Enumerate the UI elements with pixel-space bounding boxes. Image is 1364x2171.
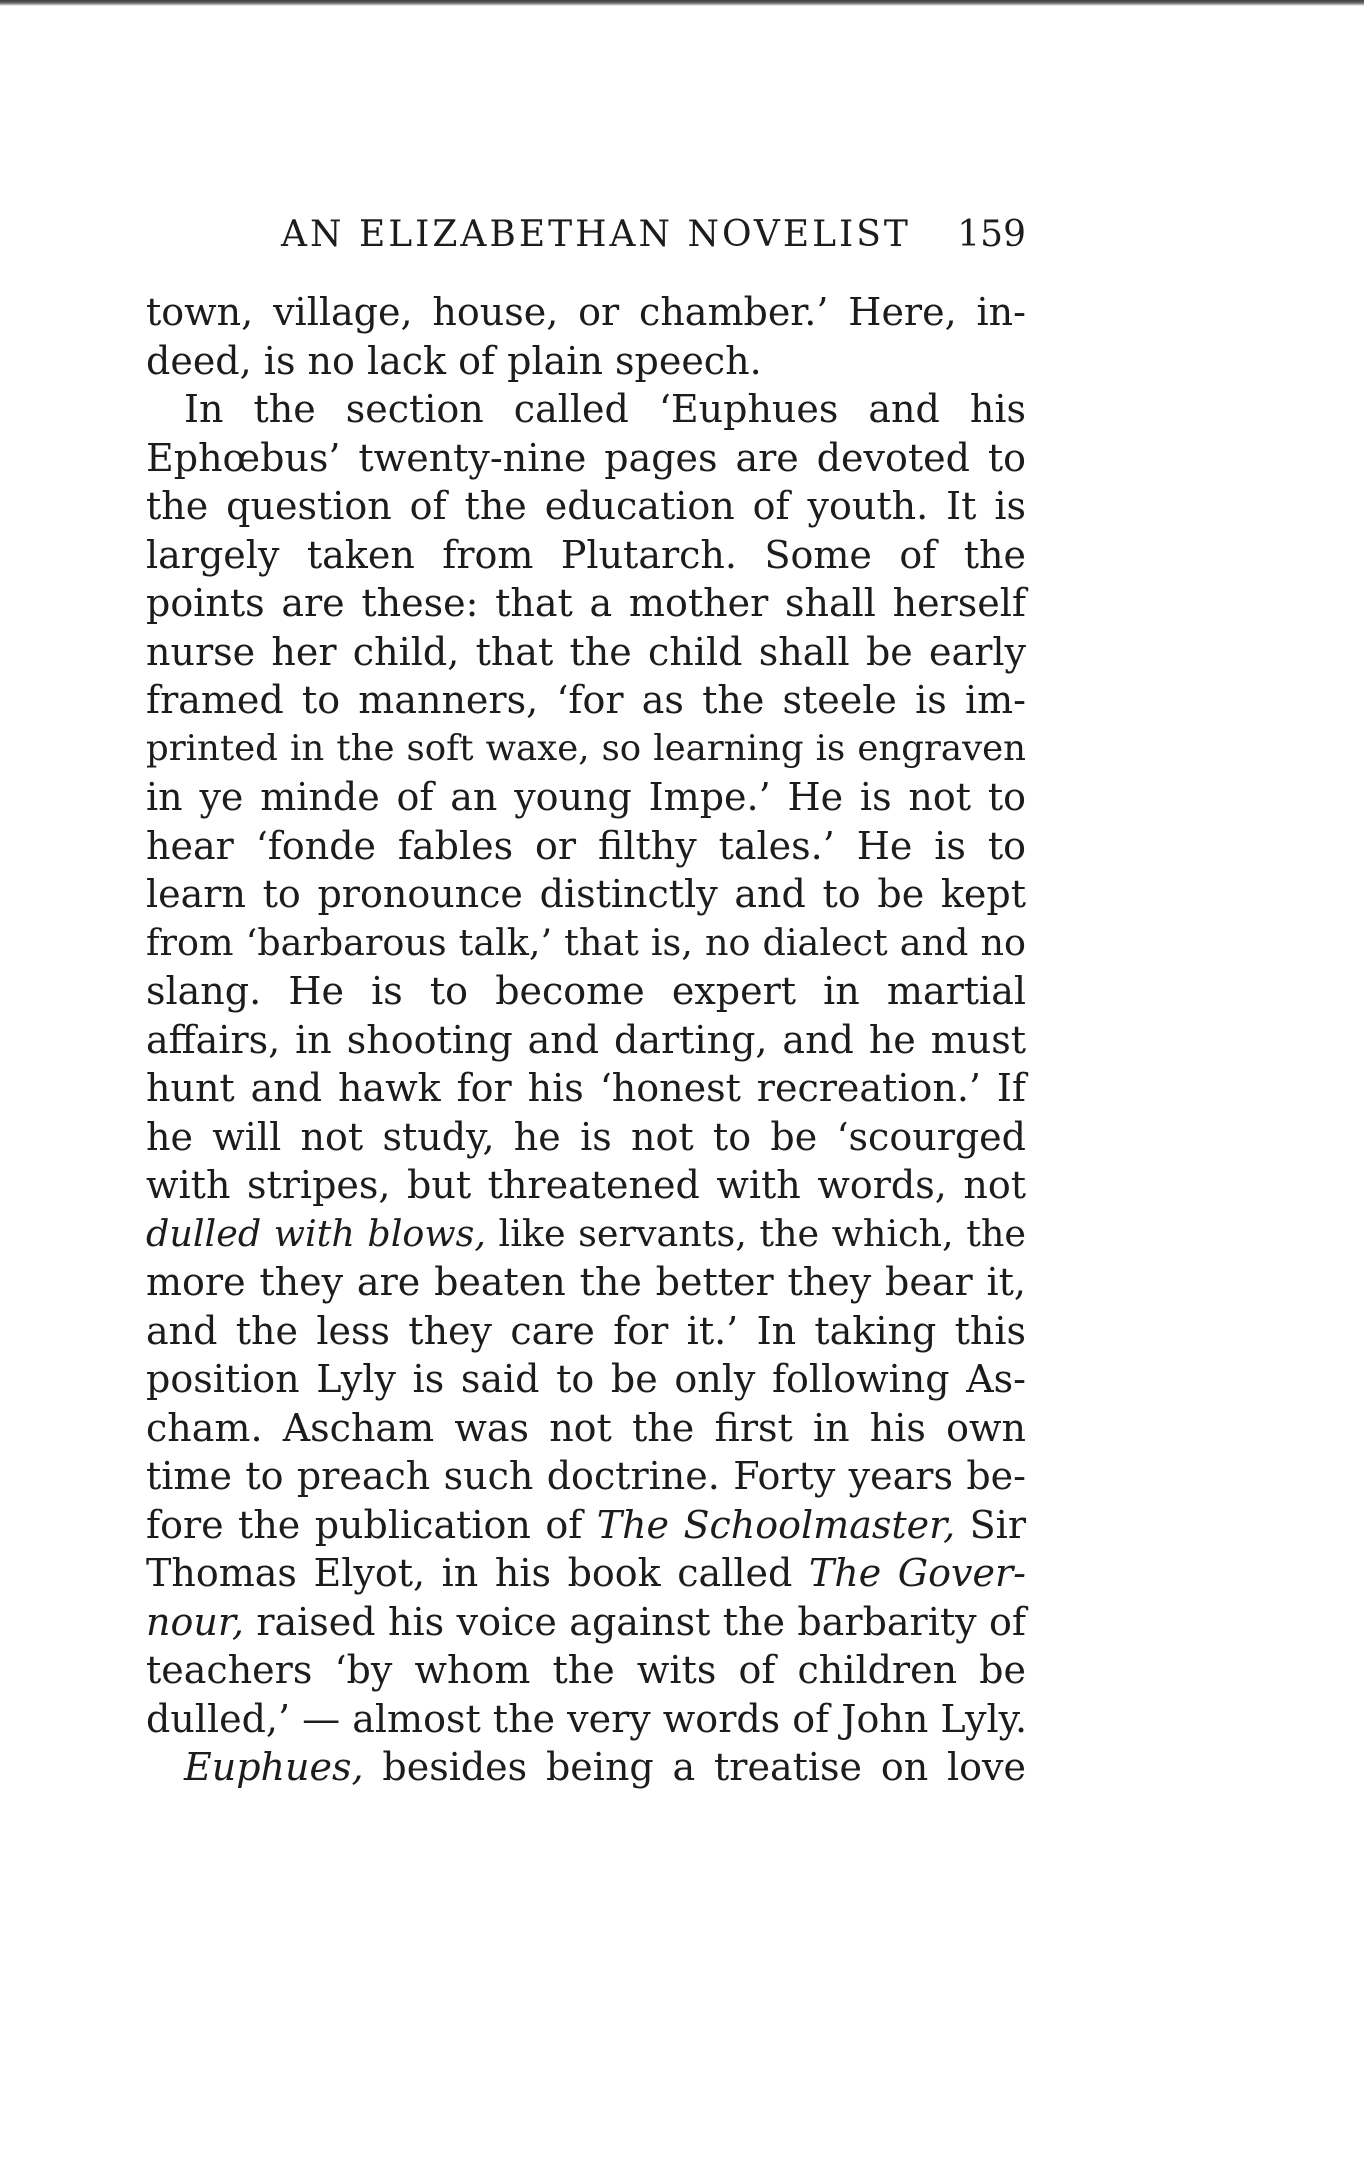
text-line [146,1064,1026,1113]
text-segment: time to preach such doctrine. Forty years be- [146,1454,1026,1498]
text-line [146,1307,1026,1356]
page-top-edge [0,0,1364,6]
text-line [146,967,1026,1016]
italic-text: Euphues, [184,1745,364,1789]
text-segment: affairs, in shooting and darting, and he must [146,1017,1026,1062]
text-segment: cham. Ascham was not the first in his own [146,1405,1026,1450]
text-segment: Thomas Elyot, in his book called [146,1551,809,1595]
text-segment: from ‘barbarous talk,’ that is, no dialect and no [146,920,1026,964]
text-segment: hear ‘fonde fables or filthy tales.’ He is to [146,823,1026,868]
text-segment: with stripes, but threatened with words, not [146,1163,1026,1207]
text-segment: Ephœbus’ twenty-nine pages are devoted to [146,435,1026,480]
text-segment: nurse her child, that the child shall be early [146,629,1026,674]
running-title: AN ELIZABETHAN NOVELIST [281,214,911,255]
text-segment: Sir [955,1502,1027,1547]
text-segment: deed, is no lack of plain speech. [146,338,762,383]
text-line [146,773,1026,822]
text-segment: he will not study, he is not to be ‘scourged [146,1114,1026,1159]
body-text [146,288,1026,1792]
text-segment: hunt and hawk for his ‘honest recreation.’ If [146,1066,1026,1110]
text-line [146,822,1026,871]
text-line [146,628,1026,677]
text-segment: teachers ‘by whom the wits of children be [146,1648,1026,1692]
text-line [146,482,1026,531]
text-segment: learn to pronounce distinctly and to be kept [146,872,1026,916]
text-segment: printed in the soft waxe, so learning is engraven [146,727,1026,769]
italic-text: nour, [146,1599,244,1644]
text-line [146,579,1026,628]
text-segment: position Lyly is said to be only following As- [146,1357,1026,1401]
text-line [146,1210,1026,1259]
italic-text: The Schoolmaster, [596,1502,956,1547]
text-line [146,919,1026,968]
text-line [146,1016,1026,1065]
text-line [146,1404,1026,1453]
text-segment: raised his voice against the barbarity of [243,1599,1026,1644]
text-line [146,1743,1026,1792]
text-segment: besides being a treatise on love [363,1745,1026,1789]
text-segment: the question of the education of youth. It is [146,484,1026,528]
text-line [146,1355,1026,1404]
text-segment: and the less they care for it.’ In taking this [146,1308,1026,1353]
text-line [146,385,1026,434]
text-line [146,288,1026,337]
text-line [146,676,1026,725]
italic-text: The Gover- [808,1551,1026,1595]
text-line [146,1113,1026,1162]
text-segment: In the section called ‘Euphues and his [184,387,1026,431]
text-line [146,1161,1026,1210]
text-line [146,1452,1026,1501]
running-head [146,214,1026,264]
text-line [146,1598,1026,1647]
text-line [146,1695,1026,1744]
text-segment: like servants, the which, the [485,1211,1026,1255]
text-line [146,725,1026,774]
text-line [146,337,1026,386]
text-segment: points are these: that a mother shall herself [146,581,1026,625]
text-segment: framed to manners, ‘for as the steele is im- [146,678,1026,722]
text-line [146,1258,1026,1307]
text-segment: slang. He is to become expert in martial [146,969,1026,1013]
text-segment: fore the publication of [146,1502,597,1547]
text-line [146,1501,1026,1550]
text-line [146,870,1026,919]
italic-text: dulled with blows, [146,1211,486,1255]
text-segment: dulled,’ — almost the very words of John Lyly. [146,1696,1028,1741]
page-number: 159 [957,214,1026,255]
text-line [146,434,1026,483]
text-line [146,1646,1026,1695]
text-segment: largely taken from Plutarch. Some of the [146,532,1026,577]
text-segment: in ye minde of an young Impe.’ He is not to [146,775,1026,819]
text-segment: town, village, house, or chamber.’ Here, in- [146,290,1026,334]
text-line [146,1549,1026,1598]
text-segment: more they are beaten the better they bear it, [146,1260,1026,1304]
text-line [146,531,1026,580]
